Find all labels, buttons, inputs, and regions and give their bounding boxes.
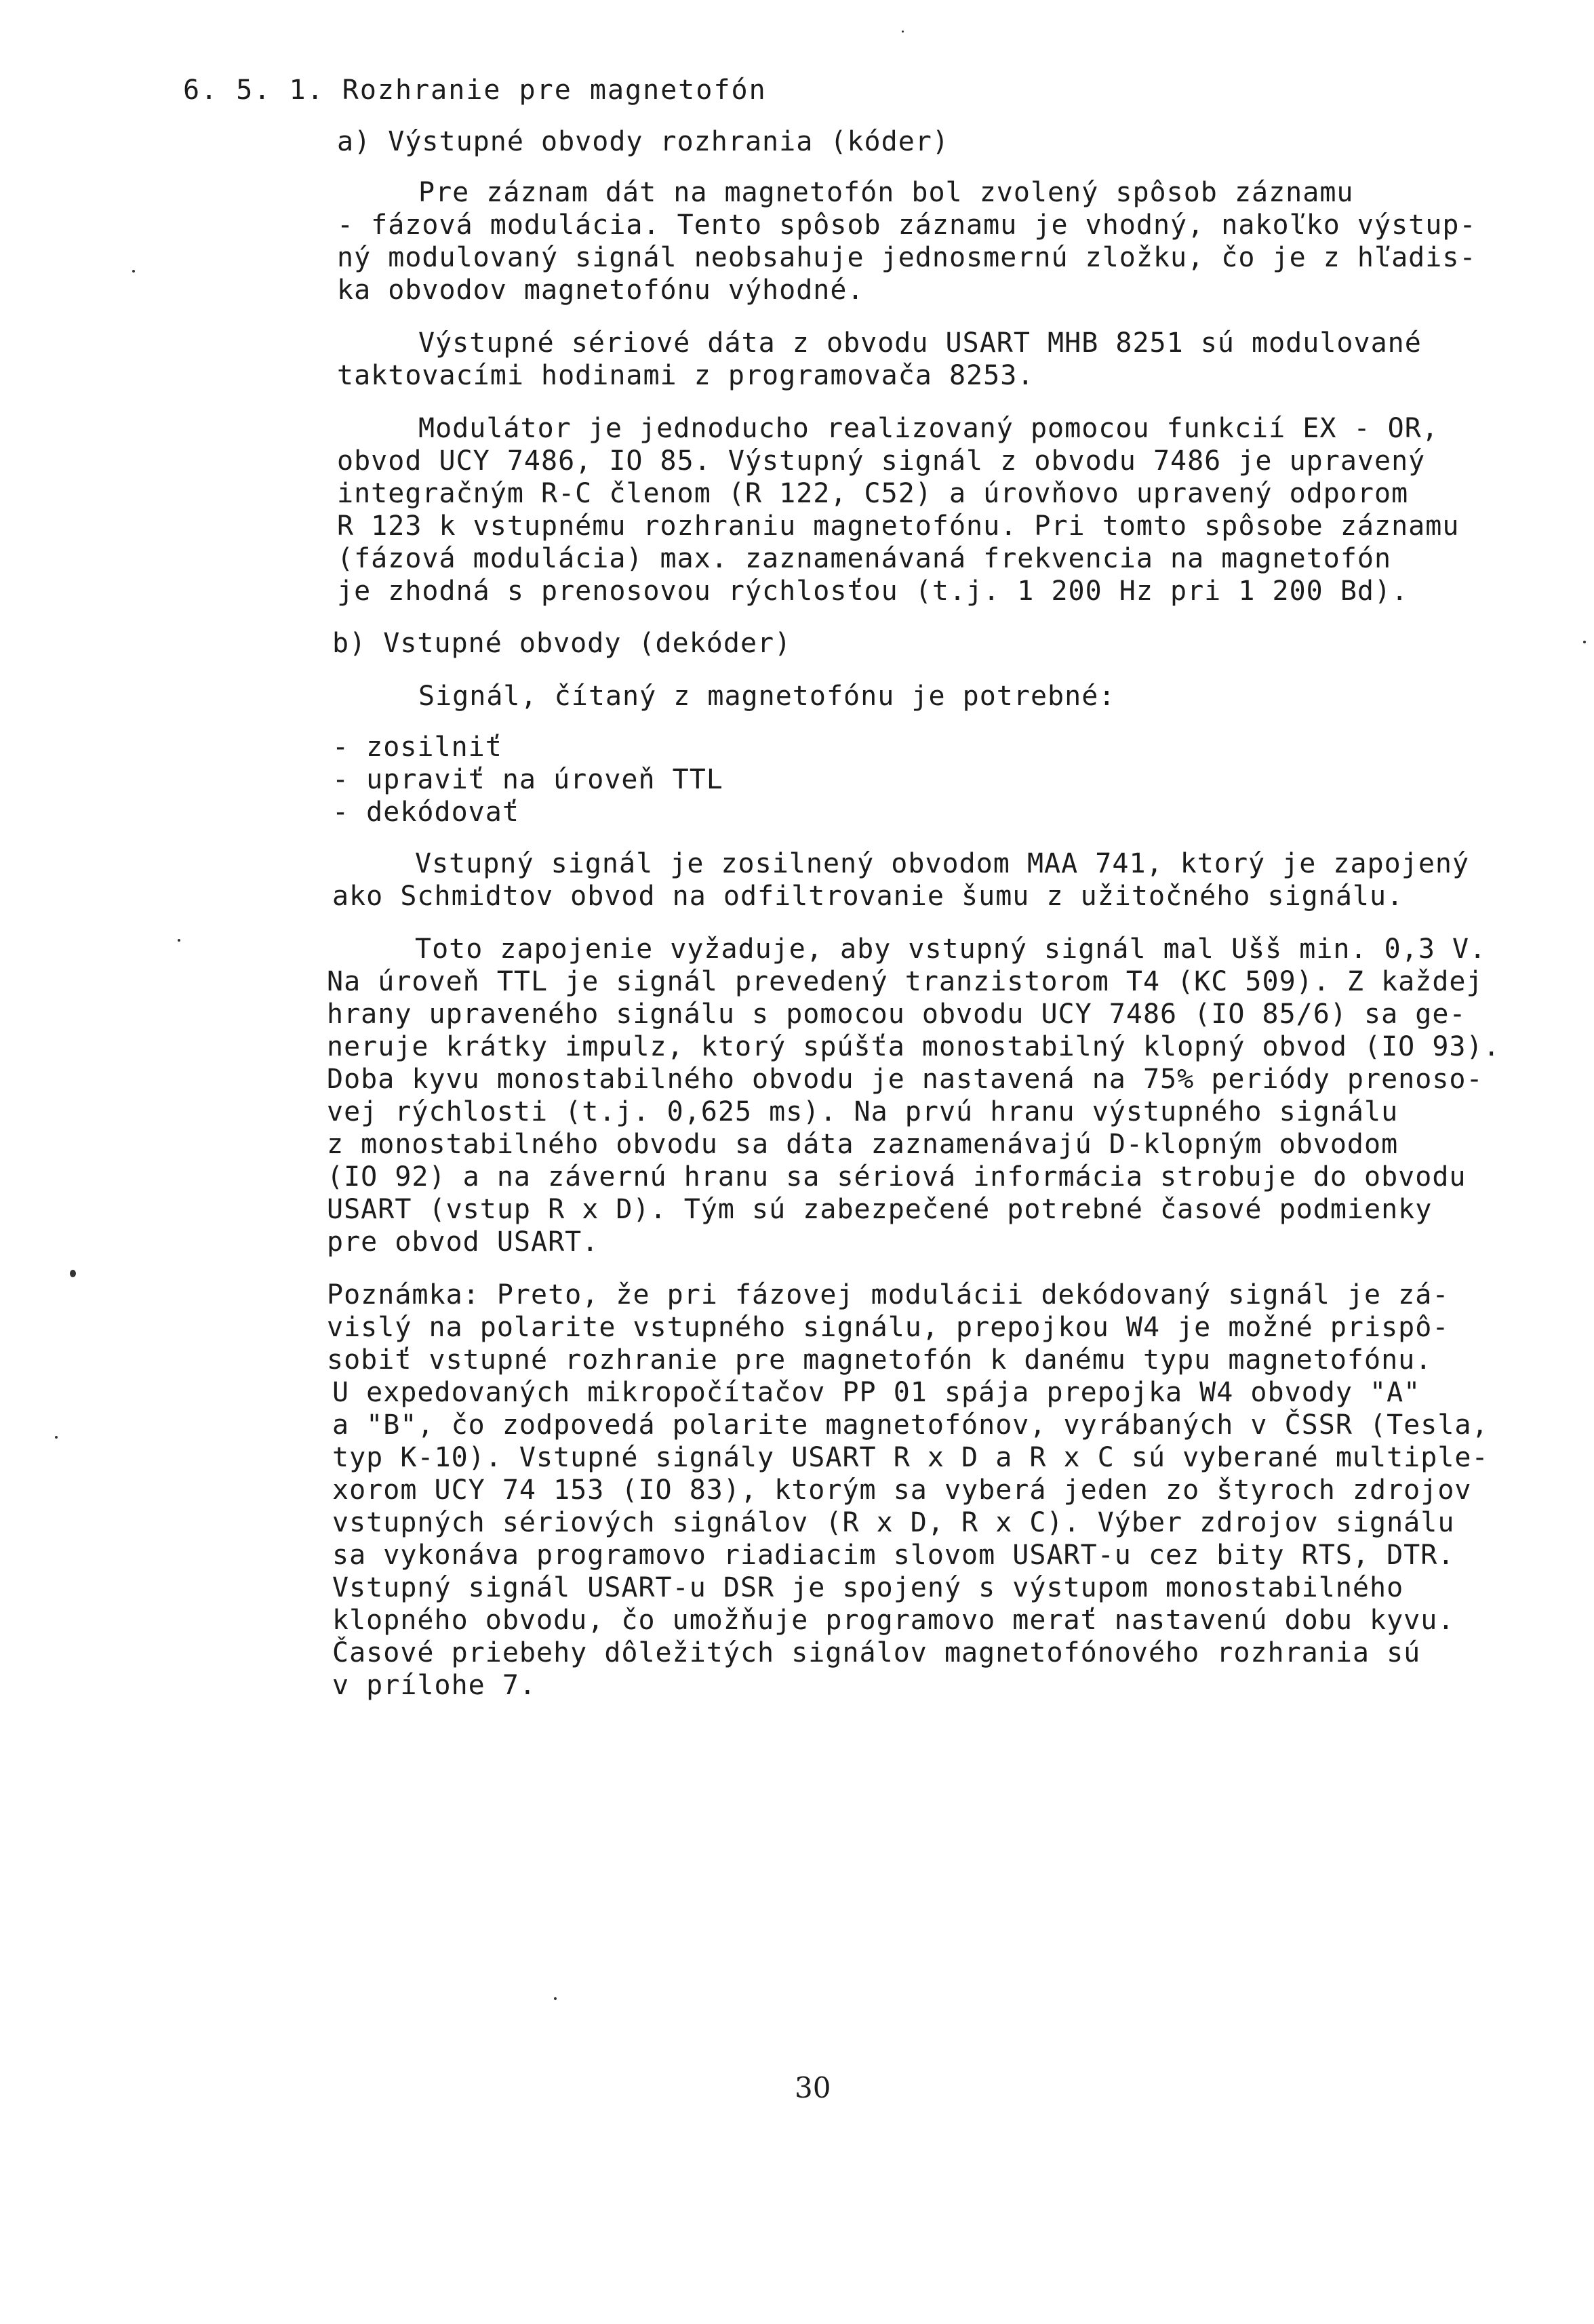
section-a-p1-line4: ka obvodov magnetofónu výhodné. — [337, 275, 864, 306]
section-a-p1-line1: Pre záznam dát na magnetofón bol zvolený spôsob záznamu — [418, 177, 1354, 208]
section-b-p1-line2: ako Schmidtov obvod na odfiltrovanie šumu z užitočného signálu. — [332, 881, 1404, 912]
section-b-p2-line10: pre obvod USART. — [327, 1226, 599, 1258]
scan-speck — [1583, 641, 1586, 643]
section-heading: 6. 5. 1. Rozhranie pre magnetofón — [183, 75, 767, 106]
section-a-title: a) Výstupné obvody rozhrania (kóder) — [337, 126, 949, 157]
section-a-p3-line5: (fázová modulácia) max. zaznamenávaná frekvencia na magnetofón — [337, 543, 1392, 574]
page-number: 30 — [795, 2071, 831, 2104]
note-line12: Časové priebehy dôležitých signálov magnetofónového rozhrania sú — [332, 1637, 1421, 1668]
note-line11: klopného obvodu, čo umožňuje programovo merať nastavenú dobu kyvu. — [332, 1605, 1455, 1636]
section-b-p2-line9: USART (vstup R x D). Tým sú zabezpečené potrebné časové podmienky — [327, 1194, 1433, 1225]
section-a-p2-line1: Výstupné sériové dáta z obvodu USART MHB 8251 sú modulované — [418, 327, 1422, 359]
note-line7: xorom UCY 74 153 (IO 83), ktorým sa vyberá jeden zo štyroch zdrojov — [332, 1475, 1472, 1506]
note-line13: v prílohe 7. — [332, 1670, 536, 1701]
note-line9: sa vykonáva programovo riadiacim slovom USART-u cez bity RTS, DTR. — [332, 1540, 1455, 1571]
scan-speck — [902, 31, 904, 33]
section-a-p1-line2: - fázová modulácia. Tento spôsob záznamu je vhodný, nakoľko výstup- — [337, 209, 1477, 241]
note-line2: vislý na polarite vstupného signálu, prepojkou W4 je možné prispô- — [327, 1312, 1450, 1343]
section-b-intro: Signál, čítaný z magnetofónu je potrebné: — [418, 681, 1116, 712]
section-a-p1-line3: ný modulovaný signál neobsahuje jednosmernú zložku, čo je z hľadis- — [337, 242, 1477, 273]
section-b-title: b) Vstupné obvody (dekóder) — [332, 628, 792, 659]
section-b-p2-line1: Toto zapojenie vyžaduje, aby vstupný signál mal Ušš min. 0,3 V. — [415, 934, 1487, 965]
list-item: - dekódovať — [332, 797, 519, 828]
scan-speck — [70, 1270, 76, 1277]
note-line1: Poznámka: Preto, že pri fázovej modulácii dekódovaný signál je zá- — [327, 1279, 1450, 1310]
scan-speck — [55, 1436, 58, 1439]
section-a-p3-line4: R 123 k vstupnému rozhraniu magnetofónu. Pri tomto spôsobe záznamu — [337, 510, 1460, 542]
section-b-p2-line7: z monostabilného obvodu sa dáta zaznamenávajú D-klopným obvodom — [327, 1129, 1399, 1160]
scan-speck — [132, 270, 135, 273]
section-a-p2-line2: taktovacími hodinami z programovača 8253. — [337, 360, 1035, 391]
section-a-p3-line2: obvod UCY 7486, IO 85. Výstupný signál z obvodu 7486 je upravený — [337, 445, 1426, 477]
note-line6: typ K-10). Vstupné signály USART R x D a R x C sú vyberané multiple- — [332, 1442, 1489, 1473]
note-line4: U expedovaných mikropočítačov PP 01 spája prepojka W4 obvody "A" — [332, 1377, 1421, 1408]
section-b-p2-line2: Na úroveň TTL je signál prevedený tranzistorom T4 (KC 509). Z každej — [327, 966, 1483, 997]
section-b-p2-line4: neruje krátky impulz, ktorý spúšťa monostabilný klopný obvod (IO 93). — [327, 1031, 1500, 1062]
section-b-p2-line6: vej rýchlosti (t.j. 0,625 ms). Na prvú hranu výstupného signálu — [327, 1096, 1399, 1127]
section-a-p3-line6: je zhodná s prenosovou rýchlosťou (t.j. 1 200 Hz pri 1 200 Bd). — [337, 576, 1409, 607]
scan-speck — [178, 939, 180, 942]
note-line5: a "B", čo zodpovedá polarite magnetofónov, vyrábaných v ČSSR (Tesla, — [332, 1409, 1489, 1441]
list-item: - zosilniť — [332, 732, 502, 763]
note-line8: vstupných sériových signálov (R x D, R x C). Výber zdrojov signálu — [332, 1507, 1455, 1538]
note-line3: sobiť vstupné rozhranie pre magnetofón k danému typu magnetofónu. — [327, 1344, 1433, 1376]
section-a-p3-line1: Modulátor je jednoducho realizovaný pomocou funkcií EX - OR, — [418, 413, 1439, 444]
scan-speck — [554, 1997, 557, 2000]
section-b-p2-line8: (IO 92) a na závernú hranu sa sériová informácia strobuje do obvodu — [327, 1161, 1467, 1193]
section-b-p2-line5: Doba kyvu monostabilného obvodu je nastavená na 75% periódy prenoso- — [327, 1064, 1483, 1095]
note-line10: Vstupný signál USART-u DSR je spojený s výstupom monostabilného — [332, 1572, 1404, 1603]
section-b-p2-line3: hrany upraveného signálu s pomocou obvodu UCY 7486 (IO 85/6) sa ge- — [327, 999, 1467, 1030]
section-b-p1-line1: Vstupný signál je zosilnený obvodom MAA 741, ktorý je zapojený — [415, 848, 1470, 879]
list-item: - upraviť na úroveň TTL — [332, 764, 723, 795]
section-a-p3-line3: integračným R-C členom (R 122, C52) a úrovňovo upravený odporom — [337, 478, 1409, 509]
